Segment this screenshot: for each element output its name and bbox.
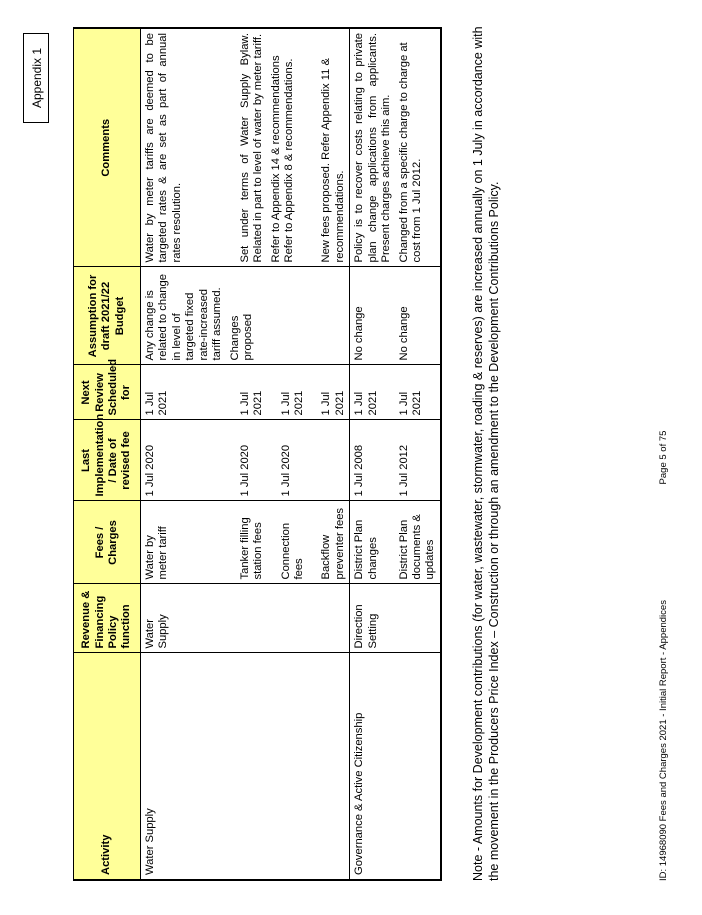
appendix-label: Appendix 1 xyxy=(23,33,49,123)
table-row xyxy=(141,28,227,880)
cell-comments: Policy is to recover costs relating to private plan change applications from applicants. Present charges achieve this aim. xyxy=(350,28,396,267)
cell-fees: Connection fees xyxy=(268,501,309,584)
cell-last xyxy=(308,420,349,501)
cell-comments: Set under terms of Water Supply Bylaw. Related in part to level of water by meter tariff. xyxy=(227,28,268,267)
cell-assumption: Any change is related to change in level of targeted fixed rate-increased tariff assumed. xyxy=(141,267,227,365)
cell-assumption xyxy=(268,267,309,365)
cell-activity: Governance & Active Citizenship xyxy=(350,653,396,880)
table-row xyxy=(227,28,268,880)
cell-revenue xyxy=(396,584,441,653)
table-row xyxy=(350,28,396,880)
cell-assumption: No change xyxy=(396,267,441,365)
cell-last: 1 Jul 2008 xyxy=(350,420,396,501)
cell-last: 1 Jul 2020 xyxy=(268,420,309,501)
cell-activity: Water Supply xyxy=(141,653,227,880)
cell-comments: New fees proposed. Refer Appendix 11 & recommendations. xyxy=(308,28,349,267)
cell-assumption xyxy=(308,267,349,365)
header-fees: Fees / Charges xyxy=(74,501,141,584)
cell-assumption: Changes proposed xyxy=(227,267,268,365)
cell-comments: Refer to Appendix 14 & recommendations Refer to Appendix 8 & recommendations. xyxy=(268,28,309,267)
header-next: Next Review Scheduled for xyxy=(74,365,141,420)
footer-doc-id: ID: 14968090 Fees and Charges 2021 - Initial Report - Appendices xyxy=(658,600,669,881)
cell-activity xyxy=(268,653,309,880)
header-comments: Comments xyxy=(74,28,141,267)
cell-revenue: Direction Setting xyxy=(350,584,396,653)
fees-table xyxy=(73,27,442,881)
cell-next: 1 Jul 2021 xyxy=(141,365,227,420)
development-contributions-note: Note - Amounts for Development contributions (for water, wastewater, stormwater, roading & reserves) are increased annually on 1 July in accordance with the movement in the Producers Price Index – Construction or through an amendment to the Development Contributions Policy. xyxy=(471,26,501,881)
table-row xyxy=(268,28,309,880)
cell-activity xyxy=(308,653,349,880)
header-revenue: Revenue & Financing Policy function xyxy=(74,584,141,653)
cell-next: 1 Jul 2021 xyxy=(268,365,309,420)
cell-last: 1 Jul 2020 xyxy=(141,420,227,501)
cell-revenue xyxy=(308,584,349,653)
header-assumption: Assumption for draft 2021/22 Budget xyxy=(74,267,141,365)
cell-next: 1 Jul 2021 xyxy=(396,365,441,420)
cell-assumption: No change xyxy=(350,267,396,365)
cell-revenue xyxy=(227,584,268,653)
cell-activity xyxy=(396,653,441,880)
cell-fees: Tanker filling station fees xyxy=(227,501,268,584)
cell-comments: Changed from a specific charge to charge at cost from 1 Jul 2012. xyxy=(396,28,441,267)
table-row xyxy=(396,28,441,880)
header-last: Last Implementation / Date of revised fee xyxy=(74,420,141,501)
header-activity: Activity xyxy=(74,653,141,880)
cell-revenue xyxy=(268,584,309,653)
cell-revenue: Water Supply xyxy=(141,584,227,653)
cell-next: 1 Jul 2021 xyxy=(308,365,349,420)
cell-next: 1 Jul 2021 xyxy=(227,365,268,420)
cell-fees: Water by meter tariff xyxy=(141,501,227,584)
cell-fees: District Plan documents & updates xyxy=(396,501,441,584)
cell-fees: Backflow preventer fees xyxy=(308,501,349,584)
cell-last: 1 Jul 2012 xyxy=(396,420,441,501)
footer-page-number: Page 5 of 75 xyxy=(658,430,669,485)
cell-next: 1 Jul 2021 xyxy=(350,365,396,420)
table-header-row xyxy=(74,28,141,880)
table-row xyxy=(308,28,349,880)
cell-fees: District Plan changes xyxy=(350,501,396,584)
cell-last: 1 Jul 2020 xyxy=(227,420,268,501)
cell-comments: Water by meter tariffs are deemed to be targeted rates & are set as part of annual rates resolution. xyxy=(141,28,227,267)
cell-activity xyxy=(227,653,268,880)
